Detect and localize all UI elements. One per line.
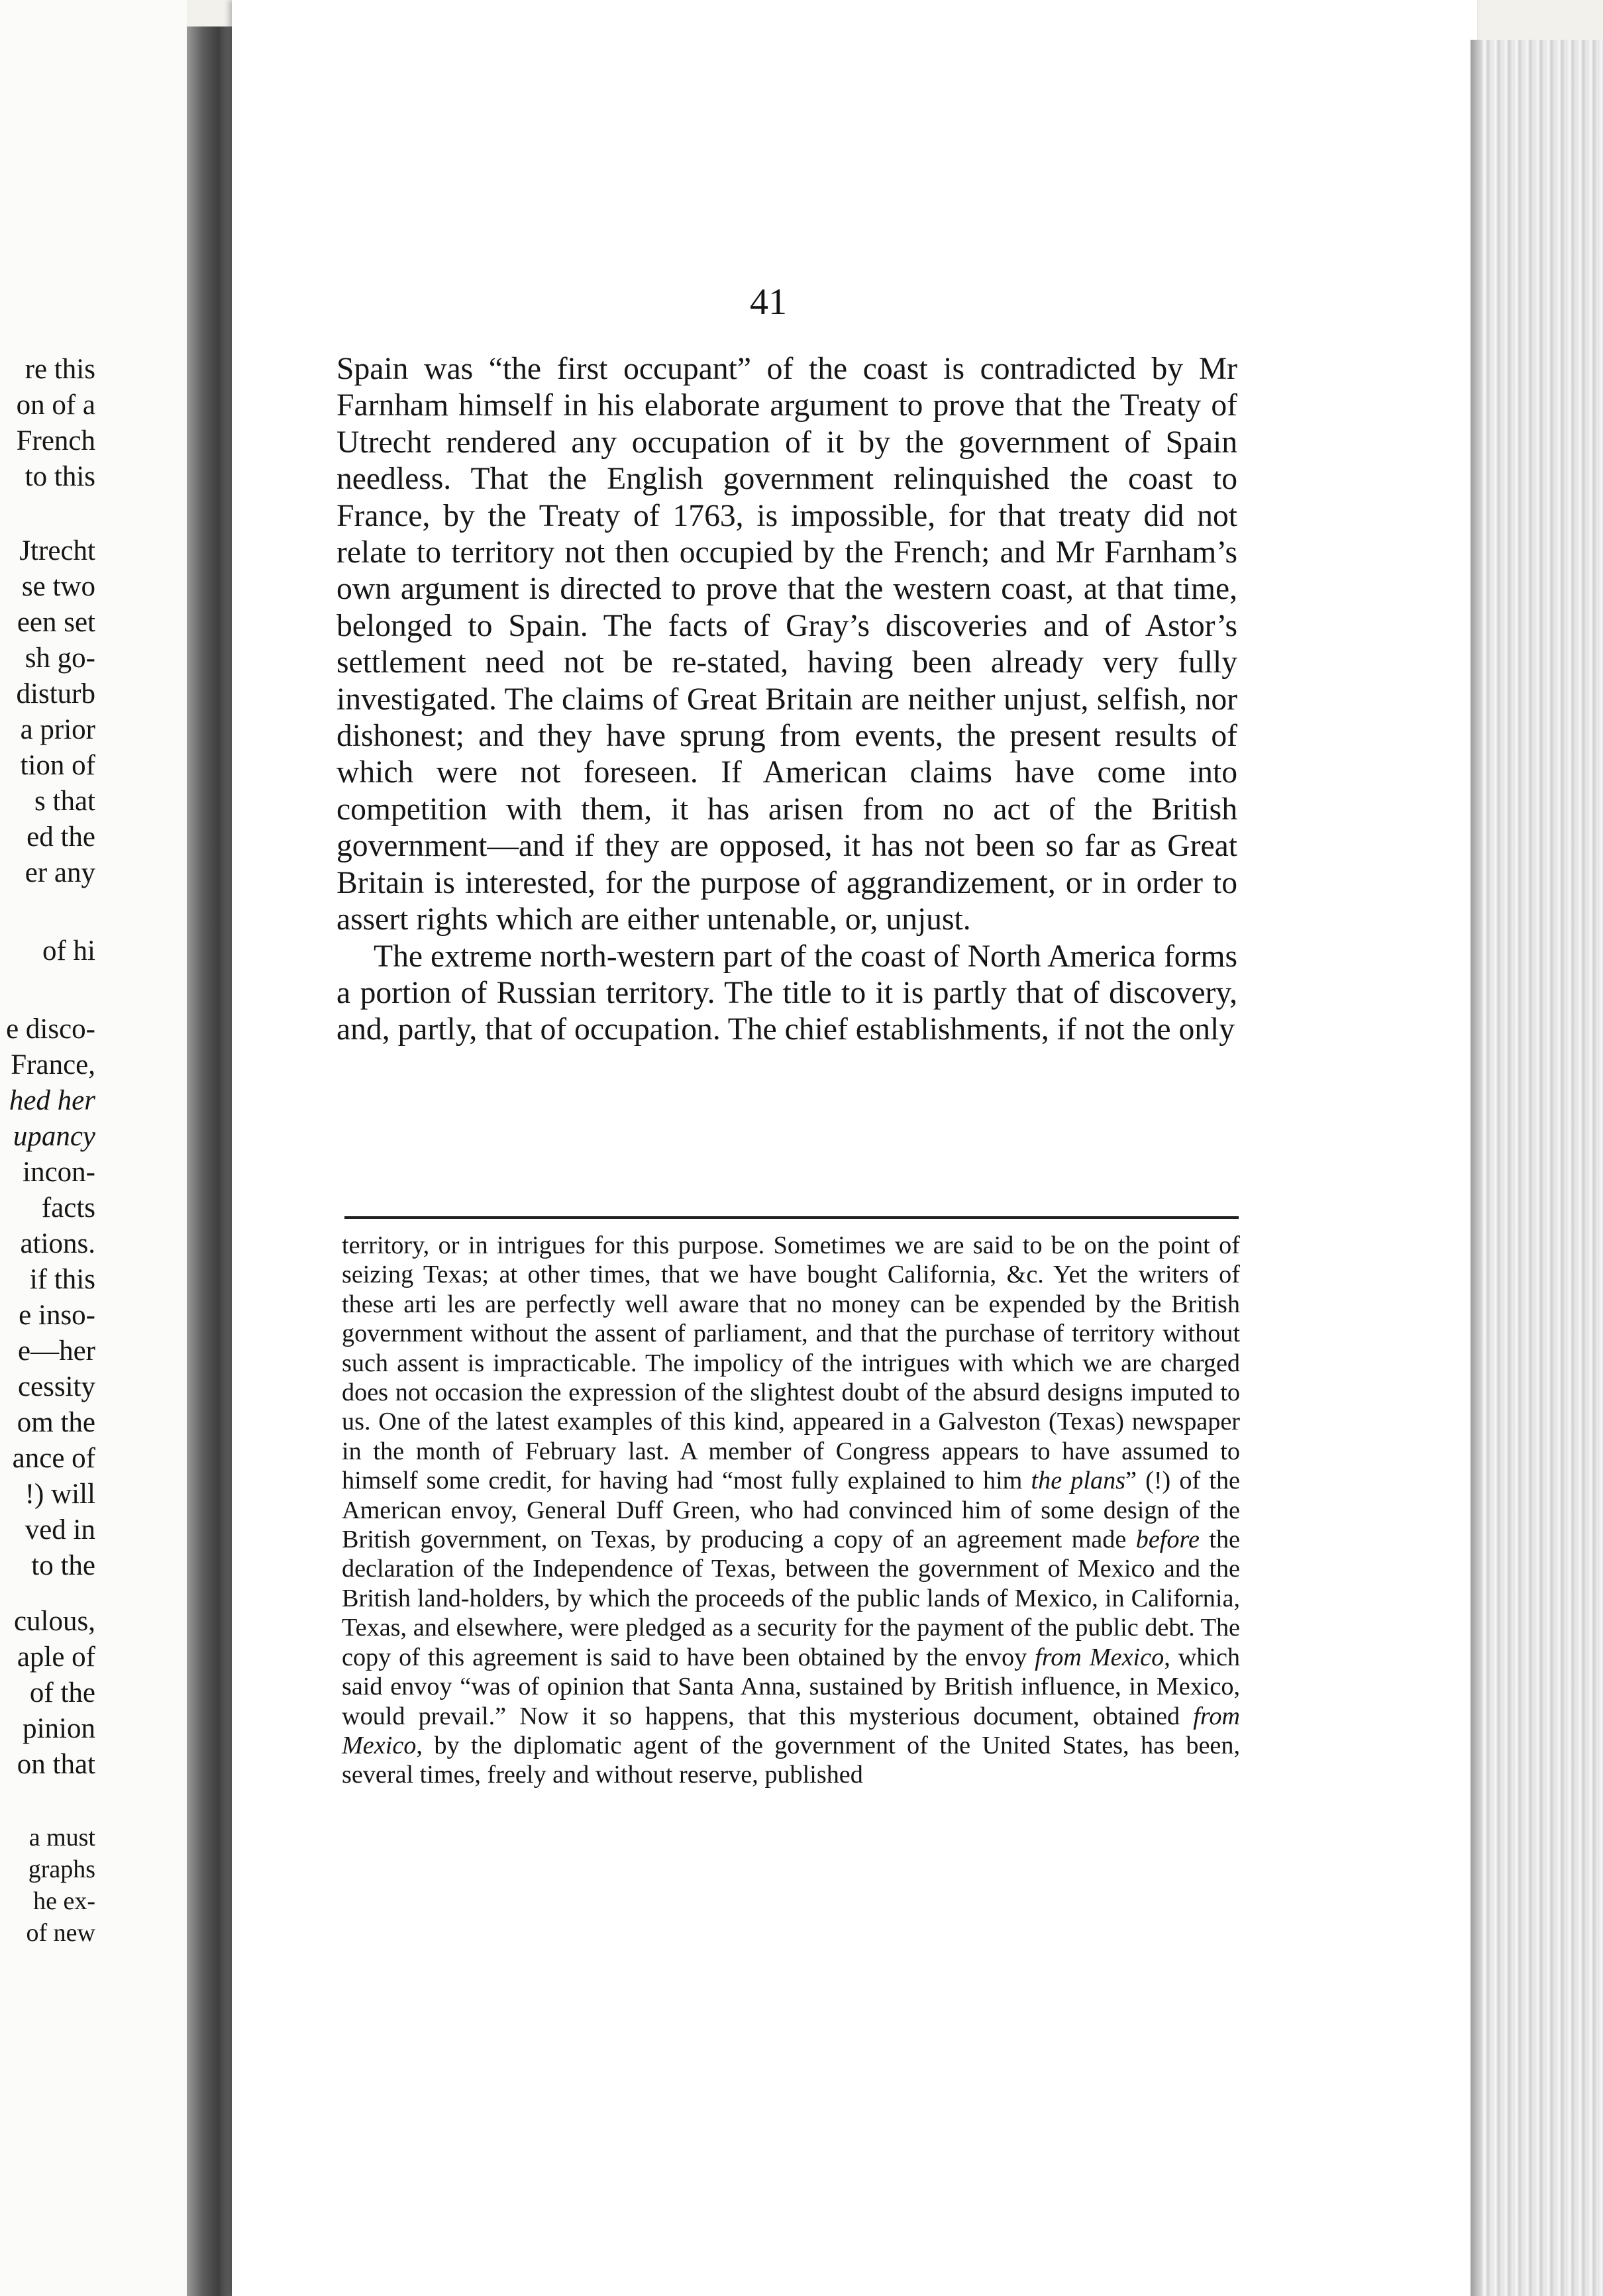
footnote-italic: from Mexico xyxy=(342,1702,1240,1759)
left-line: re this xyxy=(25,354,95,385)
left-line: to the xyxy=(31,1550,95,1581)
footnote-italic: the plans xyxy=(1031,1467,1126,1495)
left-line: on of a xyxy=(16,390,95,421)
left-line: if this xyxy=(29,1264,95,1295)
left-line: a must xyxy=(28,1824,95,1852)
left-line: er any xyxy=(25,857,95,888)
page-stack-shadow xyxy=(1471,40,1482,2296)
left-line: graphs xyxy=(28,1855,95,1883)
paragraph: Spain was “the first occupant” of the coast is contradicted by Mr Farnham himself in his elaborate argument to prove that the Treaty of Utrecht rendered any occupation of it by the government of Spain needless. That the English government relinquished the coast to France, by the Treaty of 1763, is impossible, for that treaty did not relate to territory not then occupied by the French; and Mr Farnham’s own argument is directed to prove that the western coast, at that time, belonged to Spain. The facts of Gray’s discoveries and of Astor’s settlement need not be re-stated, having been already very fully investigated. The claims of Great Britain are neither unjust, selfish, nor dishonest; and they have sprung from events, the present results of which were not foreseen. If American claims have come into competition with them, it has arisen from no act of the British government—and if they are opposed, it has not been so far as Great Britain is interested, for the purpose of aggrandizement, or in order to assert rights which are either untenable, or, unjust. xyxy=(336,352,1237,937)
footnote-paragraph xyxy=(342,1231,1240,1790)
left-line: ed the xyxy=(26,821,95,853)
right-page xyxy=(232,0,1477,2296)
left-line: France, xyxy=(11,1049,95,1080)
left-line: hed her xyxy=(9,1085,95,1116)
page-number: 41 xyxy=(750,282,787,323)
footnote xyxy=(342,1231,1240,1790)
footnote-text: , which said envoy “was of opinion that Santa Anna, sustained by British influence, in Mexico, would prevail.” Now it so happens, that this mysterious document, obtained xyxy=(342,1643,1241,1730)
left-line: of new xyxy=(26,1919,95,1947)
left-line: culous, xyxy=(13,1606,95,1637)
footnote-text: , by the diplomatic agent of the government of the United States, has been, several times, freely and without reserve, published xyxy=(342,1731,1240,1789)
left-line: on that xyxy=(17,1749,95,1780)
left-line: een set xyxy=(17,607,95,638)
left-line: !) will xyxy=(25,1479,95,1510)
footnote-italic: from Mexico xyxy=(1035,1643,1164,1671)
left-line: to this xyxy=(25,461,95,492)
left-line: ations. xyxy=(20,1228,95,1259)
left-line: se two xyxy=(21,571,95,602)
footnote-text: territory, or in intrigues for this purpose. Sometimes we are said to be on the point of seizing Texas; at other times, that we have bought California, &c. Yet the writers of these arti les are perfectly well aware that no money can be expended by the British government without the assent of parliament, and that the purchase of territory without such assent is impracticable. The impolicy of the intrigues with which we are charged does not occasion the expression of the slightest doubt of the absurd designs imputed to us. One of the latest examples of this kind, appeared in a Galveston (Texas) newspaper in the month of February last. A member of Congress appears to have assumed to himself some credit, for having had “most fully explained to him xyxy=(342,1231,1240,1495)
left-line: e inso- xyxy=(19,1300,95,1331)
left-line: e disco- xyxy=(6,1014,95,1045)
footnote-divider xyxy=(344,1216,1239,1219)
left-line: he ex- xyxy=(33,1887,95,1915)
footnote-italic: before xyxy=(1135,1526,1200,1554)
body-text xyxy=(336,351,1237,1049)
left-line: om the xyxy=(17,1407,95,1438)
left-line: incon- xyxy=(23,1157,95,1188)
left-line: French xyxy=(16,425,95,456)
left-line: facts xyxy=(41,1192,95,1224)
left-line: pinion xyxy=(23,1713,95,1744)
left-line: sh go- xyxy=(25,643,95,674)
left-line: Jtrecht xyxy=(19,535,95,566)
page-stack-edge xyxy=(1471,40,1603,2296)
left-line: ved in xyxy=(25,1514,95,1545)
left-line: tion of xyxy=(20,750,95,781)
left-page-fragment xyxy=(0,0,187,2296)
left-line: s that xyxy=(34,786,95,817)
paragraph: The extreme north-western part of the coast of North America forms a portion of Russian territory. The title to it is partly that of discovery, and, partly, that of occupation. The chief establishments, if not the only xyxy=(336,939,1237,1047)
book-gutter-shadow xyxy=(187,26,232,2296)
left-line: upancy xyxy=(13,1121,95,1152)
left-line: a prior xyxy=(20,714,95,745)
footnote-text: the declaration of the Independence of Texas, between the government of Mexico and the British land-holders, by which the proceeds of the public lands of Mexico, in California, Texas, and elsewhere, were pledged as a security for the payment of the public debt. The copy of this agreement is said to have been obtained by the envoy xyxy=(342,1526,1241,1671)
footnote-text: ” (!) of the American envoy, General Duff Green, who had convinced him of some design of the British government, on Texas, by producing a copy of an agreement made xyxy=(342,1467,1240,1554)
left-line: of the xyxy=(29,1677,95,1708)
left-line: e—her xyxy=(18,1335,95,1367)
left-line: cessity xyxy=(17,1371,95,1402)
left-line: disturb xyxy=(16,678,95,709)
left-line: aple of xyxy=(17,1642,95,1673)
left-line: of hi xyxy=(42,935,95,966)
left-line: ance of xyxy=(12,1443,95,1474)
